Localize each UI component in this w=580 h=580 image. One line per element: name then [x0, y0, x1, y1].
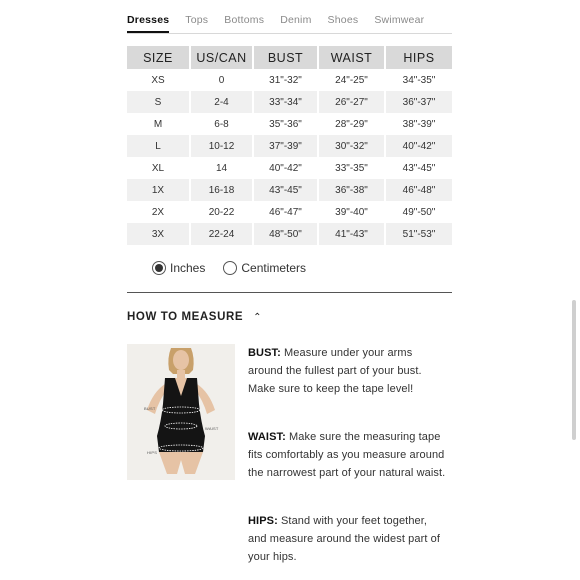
hips-label: HIPS: [248, 515, 278, 527]
table-row [127, 201, 452, 223]
table-row [127, 91, 452, 113]
waist-text: Make sure the measuring tape fits comfortably as you measure around the narrowest part of your natural waist. [248, 431, 446, 479]
table-row [127, 135, 452, 157]
table-row [127, 179, 452, 201]
table-row [127, 113, 452, 135]
table-row [127, 157, 452, 179]
col-header-bust: BUST [253, 46, 318, 69]
scrollbar[interactable] [572, 300, 576, 440]
cell-bust: 33"-34" [253, 91, 318, 113]
table-row [127, 223, 452, 245]
tab-denim[interactable]: Denim [280, 14, 312, 26]
how-to-measure-toggle[interactable] [127, 311, 262, 323]
cell-size: XS [127, 69, 190, 91]
cell-bust: 46"-47" [253, 201, 318, 223]
unit-option-inches[interactable] [152, 261, 205, 275]
tab-shoes[interactable]: Shoes [327, 14, 359, 26]
cell-us-can: 6-8 [190, 113, 253, 135]
cell-us-can: 16-18 [190, 179, 253, 201]
bust-instructions [248, 344, 448, 398]
cell-bust: 35"-36" [253, 113, 318, 135]
cell-hips: 36"-37" [385, 91, 452, 113]
col-header-size: SIZE [127, 46, 190, 69]
cell-waist: 24"-25" [318, 69, 385, 91]
cell-waist: 26"-27" [318, 91, 385, 113]
table-header-row [127, 46, 452, 69]
waist-instructions [248, 428, 448, 482]
inches-radio[interactable] [152, 261, 166, 275]
hips-text: Stand with your feet together, and measure around the widest part of your hips. [248, 515, 441, 563]
cell-hips: 43"-45" [385, 157, 452, 179]
cell-size: 1X [127, 179, 190, 201]
centimeters-radio[interactable] [223, 261, 237, 275]
col-header-waist: WAIST [318, 46, 385, 69]
size-chart-table [127, 46, 452, 245]
model-illustration [127, 344, 235, 480]
figure-label-hips: HIPS [147, 450, 158, 455]
cell-us-can: 22-24 [190, 223, 253, 245]
cell-bust: 31"-32" [253, 69, 318, 91]
tab-dresses[interactable]: Dresses [127, 10, 169, 34]
cell-us-can: 2-4 [190, 91, 253, 113]
cell-us-can: 20-22 [190, 201, 253, 223]
cell-hips: 38"-39" [385, 113, 452, 135]
cell-waist: 33"-35" [318, 157, 385, 179]
cell-size: L [127, 135, 190, 157]
cell-bust: 37"-39" [253, 135, 318, 157]
unit-option-centimeters[interactable] [223, 261, 306, 275]
how-to-measure-title: HOW TO MEASURE [127, 311, 244, 323]
cell-size: S [127, 91, 190, 113]
table-row [127, 69, 452, 91]
cell-hips: 49"-50" [385, 201, 452, 223]
figure-label-bust: BUST [144, 406, 156, 411]
cell-hips: 51"-53" [385, 223, 452, 245]
cell-size: XL [127, 157, 190, 179]
unit-selector [152, 261, 324, 275]
cell-hips: 40"-42" [385, 135, 452, 157]
hips-instructions [248, 512, 448, 566]
measurement-figure [127, 344, 235, 480]
waist-label: WAIST: [248, 431, 286, 443]
inches-label: Inches [170, 261, 206, 275]
cell-hips: 46"-48" [385, 179, 452, 201]
cell-size: 3X [127, 223, 190, 245]
tab-tops[interactable]: Tops [185, 14, 209, 26]
cell-waist: 39"-40" [318, 201, 385, 223]
category-tabs [127, 10, 452, 34]
bust-text: Measure under your arms around the fullest part of your bust. Make sure to keep the tape level! [248, 347, 422, 395]
cell-waist: 41"-43" [318, 223, 385, 245]
cell-us-can: 14 [190, 157, 253, 179]
cell-size: 2X [127, 201, 190, 223]
cell-waist: 36"-38" [318, 179, 385, 201]
cell-us-can: 0 [190, 69, 253, 91]
cell-waist: 30"-32" [318, 135, 385, 157]
bust-label: BUST: [248, 347, 281, 359]
col-header-hips: HIPS [385, 46, 452, 69]
figure-label-waist: WAIST [205, 426, 219, 431]
chevron-up-icon: ⌃ [253, 311, 263, 323]
section-divider [127, 292, 452, 293]
tab-bottoms[interactable]: Bottoms [224, 14, 265, 26]
centimeters-label: Centimeters [241, 261, 307, 275]
cell-hips: 34"-35" [385, 69, 452, 91]
cell-waist: 28"-29" [318, 113, 385, 135]
cell-bust: 43"-45" [253, 179, 318, 201]
cell-size: M [127, 113, 190, 135]
cell-bust: 48"-50" [253, 223, 318, 245]
tabs-divider [127, 33, 452, 34]
col-header-us-can: US/CAN [190, 46, 253, 69]
cell-us-can: 10-12 [190, 135, 253, 157]
tab-swimwear[interactable]: Swimwear [374, 14, 425, 26]
cell-bust: 40"-42" [253, 157, 318, 179]
